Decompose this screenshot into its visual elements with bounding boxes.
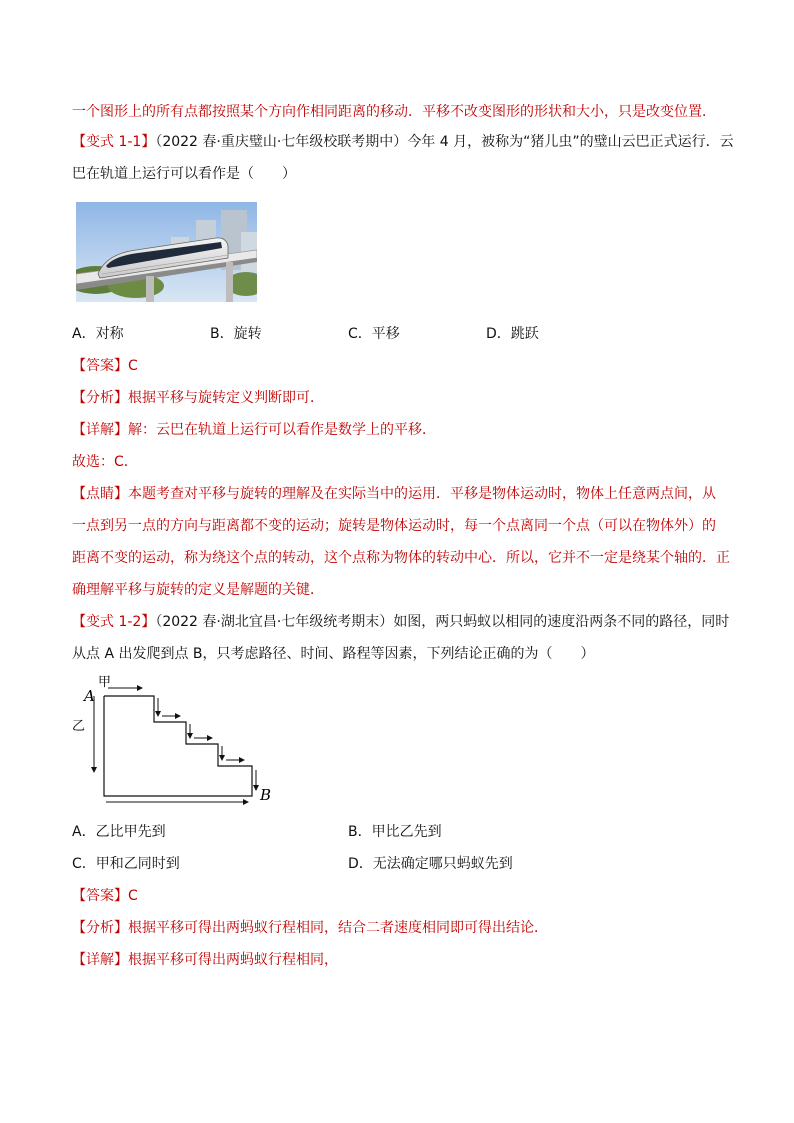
q1-source: （2022 春·重庆璧山·七年级校联考期中） bbox=[155, 134, 408, 150]
q2-detail-tag: 【详解】 bbox=[72, 952, 128, 968]
label-yi: 乙 bbox=[72, 719, 86, 734]
q1-option-c: C．平移 bbox=[348, 326, 400, 342]
q2-option-b: B．甲比乙先到 bbox=[348, 824, 442, 840]
staircase-svg bbox=[72, 672, 282, 812]
q2-stem-line1 bbox=[72, 612, 729, 632]
q2-option-d: D．无法确定哪只蚂蚁先到 bbox=[348, 856, 513, 872]
q2-stem-text1: 如图，两只蚂蚁以相同的速度沿两条不同的路径，同时 bbox=[393, 614, 730, 630]
q1-answer-value: C bbox=[128, 358, 138, 374]
staircase-diagram bbox=[72, 672, 282, 812]
label-jia: 甲 bbox=[98, 675, 112, 690]
q2-detail-line bbox=[72, 950, 338, 970]
q1-comment-text1: 本题考查对平移与旋转的理解及在实际当中的运用．平移是物体运动时，物体上任意两点间，从 bbox=[128, 486, 716, 502]
q1-comment-tag: 【点睛】 bbox=[72, 486, 128, 502]
q1-answer-line bbox=[72, 356, 138, 376]
q2-analysis-tag: 【分析】 bbox=[72, 920, 128, 936]
q1-detail-text: 解：云巴在轨道上运行可以看作是数学上的平移． bbox=[128, 422, 436, 438]
q2-detail-text: 根据平移可得出两蚂蚁行程相同， bbox=[128, 952, 338, 968]
q1-detail-tag: 【详解】 bbox=[72, 422, 128, 438]
q2-answer-value: C bbox=[128, 888, 138, 904]
q2-tag: 【变式 1-2】 bbox=[72, 614, 156, 630]
q1-detail-line bbox=[72, 420, 436, 440]
monorail-illustration bbox=[76, 202, 257, 302]
q1-stem-text1: 今年 4 月，被称为“猪儿虫”的璧山云巴正式运行．云 bbox=[407, 134, 734, 150]
q2-source: （2022 春·湖北宜昌·七年级统考期末） bbox=[155, 614, 394, 630]
q1-analysis-line bbox=[72, 388, 324, 408]
q2-answer-line bbox=[72, 886, 138, 906]
q1-analysis-tag: 【分析】 bbox=[72, 390, 128, 406]
q1-stem-line1 bbox=[72, 132, 734, 152]
q2-analysis-text: 根据平移可得出两蚂蚁行程相同，结合二者速度相同即可得出结论． bbox=[128, 920, 548, 936]
q2-option-a: A．乙比甲先到 bbox=[72, 824, 166, 840]
q1-answer-tag: 【答案】 bbox=[72, 358, 128, 374]
q2-stem-line2: 从点 A 出发爬到点 B，只考虑路径、时间、路程等因素，下列结论正确的为（ ） bbox=[72, 646, 595, 662]
intro-text: 一个图形上的所有点都按照某个方向作相同距离的移动．平移不改变图形的形状和大小，只是改变位置． bbox=[72, 104, 716, 120]
label-b: B bbox=[260, 786, 272, 804]
q1-option-a: A．对称 bbox=[72, 326, 124, 342]
q1-comment-line2: 一点到另一点的方向与距离都不变的运动；旋转是物体运动时，每一个点离同一个点（可以在物体外）的 bbox=[72, 518, 716, 534]
q2-option-c: C．甲和乙同时到 bbox=[72, 856, 180, 872]
monorail-photo bbox=[76, 202, 257, 302]
q1-stem-line2: 巴在轨道上运行可以看作是（ ） bbox=[72, 166, 296, 182]
q2-answer-tag: 【答案】 bbox=[72, 888, 128, 904]
q1-tag: 【变式 1-1】 bbox=[72, 134, 156, 150]
label-a: A bbox=[84, 687, 95, 705]
q1-comment-line4: 确理解平移与旋转的定义是解题的关键． bbox=[72, 582, 324, 598]
q1-option-d: D．跳跃 bbox=[486, 326, 539, 342]
q1-choose-text: 故选：C． bbox=[72, 454, 138, 470]
q1-comment-line1 bbox=[72, 484, 716, 504]
staircase-outline bbox=[104, 696, 252, 796]
q1-option-b: B．旋转 bbox=[210, 326, 262, 342]
q1-analysis-text: 根据平移与旋转定义判断即可． bbox=[128, 390, 324, 406]
q1-comment-line3: 距离不变的运动，称为绕这个点的转动，这个点称为物体的转动中心．所以，它并不一定是绕某个轴的．正 bbox=[72, 550, 730, 566]
q2-analysis-line bbox=[72, 918, 548, 938]
